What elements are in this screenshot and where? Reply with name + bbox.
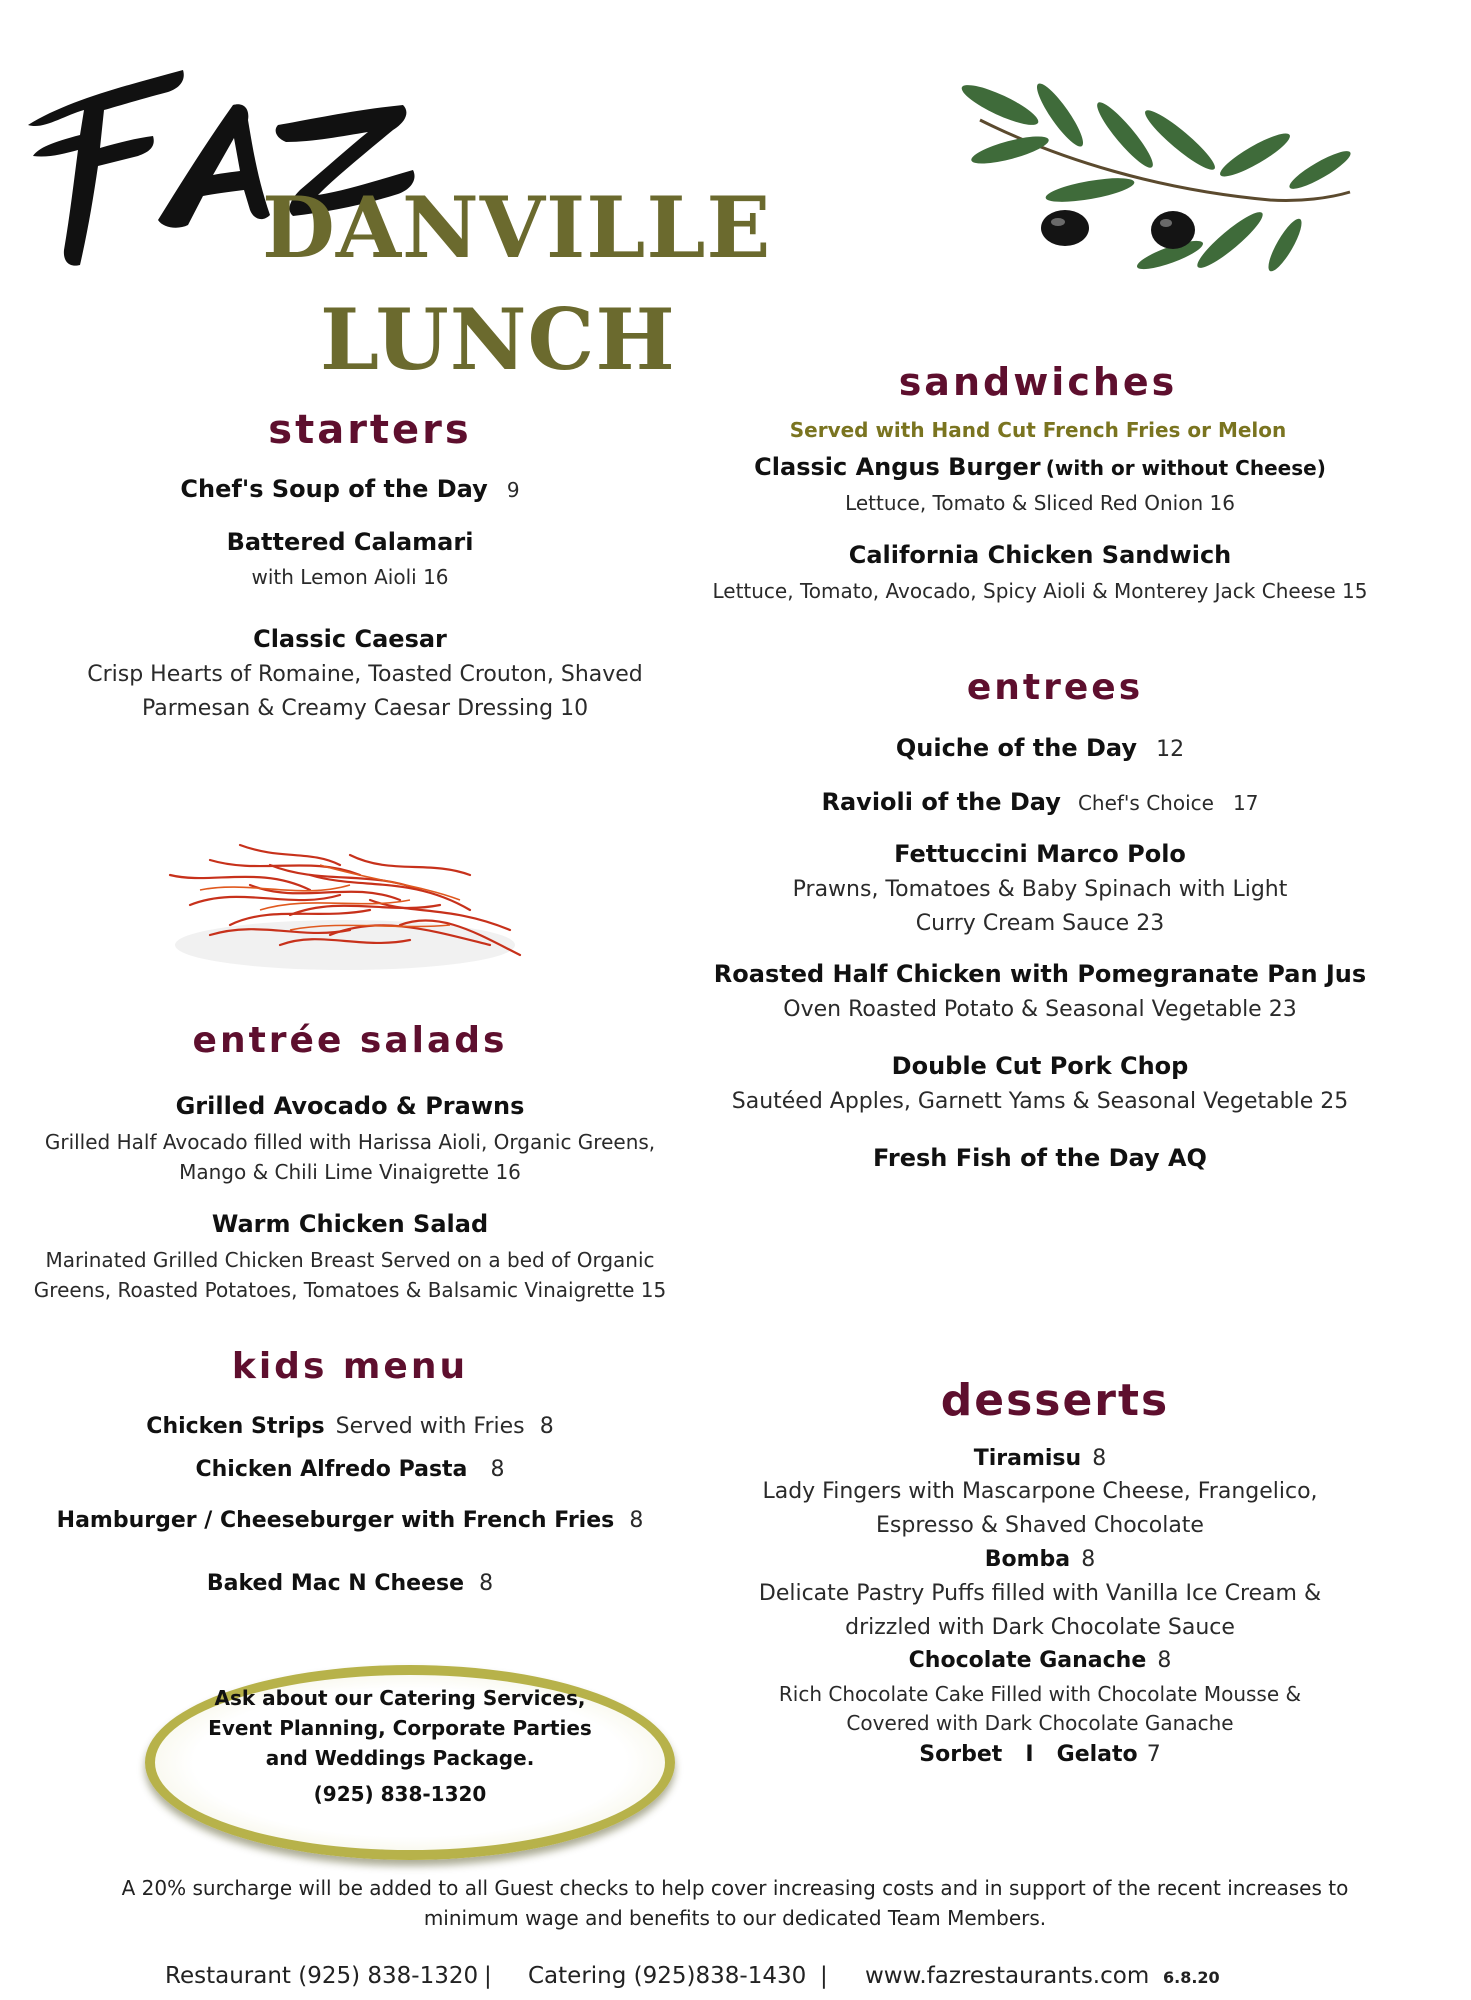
item-desc: Mango & Chili Lime Vinaigrette 16 <box>179 1160 521 1184</box>
item-note: (with or without Cheese) <box>1045 456 1326 480</box>
catering-text: Event Planning, Corporate Parties <box>208 1716 592 1740</box>
item-price: 7 <box>1146 1742 1161 1767</box>
menu-item <box>700 1742 1380 1767</box>
menu-item <box>700 1648 1380 1673</box>
item-desc: Delicate Pastry Puffs filled with Vanilla Ice Cream & <box>758 1581 1322 1606</box>
item-name: Classic Caesar <box>253 625 447 653</box>
catering-text: Ask about our Catering Services, <box>214 1686 586 1710</box>
item-desc: Prawns, Tomatoes & Baby Spinach with Light <box>792 877 1288 902</box>
item-desc: Covered with Dark Chocolate Ganache <box>846 1711 1234 1735</box>
website-link[interactable]: www.fazrestaurants.com <box>865 1963 1150 1989</box>
item-desc: Crisp Hearts of Romaine, Toasted Crouton, Shaved <box>87 662 643 687</box>
item-name: Grilled Avocado & Prawns <box>175 1092 525 1120</box>
menu-item <box>700 453 1380 481</box>
item-price: 8 <box>629 1508 644 1533</box>
kids-menu-heading: kids menu <box>231 1346 469 1387</box>
item-price: 8 <box>1157 1648 1172 1673</box>
item-name: Roasted Half Chicken with Pomegranate Pan Jus <box>713 960 1367 988</box>
item-desc: Grilled Half Avocado filled with Harissa Aioli, Organic Greens, <box>44 1130 656 1154</box>
menu-item <box>700 788 1380 816</box>
item-desc: Espresso & Shaved Chocolate <box>876 1513 1204 1538</box>
item-name: Bomba <box>984 1547 1071 1572</box>
footer-separator: | <box>820 1963 828 1989</box>
item-desc: Marinated Grilled Chicken Breast Served on a bed of Organic <box>45 1248 655 1272</box>
entree-salads-heading: entrée salads <box>192 1020 508 1061</box>
item-desc: Rich Chocolate Cake Filled with Chocolate Mousse & <box>778 1682 1302 1706</box>
catering-text: and Weddings Package. <box>265 1746 535 1770</box>
item-name: Battered Calamari <box>226 528 474 556</box>
item-desc: Lettuce, Tomato, Avocado, Spicy Aioli & Monterey Jack Cheese 15 <box>712 579 1368 603</box>
menu-item <box>40 1508 660 1533</box>
item-name: Chicken Alfredo Pasta <box>195 1457 468 1482</box>
item-desc: with Lemon Aioli 16 <box>251 565 449 589</box>
menu-item <box>700 734 1380 762</box>
item-name: Fresh Fish of the Day AQ <box>873 1144 1207 1172</box>
item-price: 12 <box>1156 737 1185 762</box>
item-desc: Parmesan & Creamy Caesar Dressing 10 <box>141 696 589 721</box>
catering-phone-footer: Catering (925)838-1430 <box>528 1963 807 1989</box>
menu-item <box>150 475 550 503</box>
menu-item <box>700 1446 1380 1471</box>
item-separator: I <box>1025 1742 1034 1767</box>
item-name: Quiche of the Day <box>895 734 1138 762</box>
item-name: Gelato <box>1056 1742 1138 1767</box>
menu-item <box>40 1414 660 1439</box>
item-name: Chocolate Ganache <box>908 1648 1147 1673</box>
item-desc: drizzled with Dark Chocolate Sauce <box>845 1615 1235 1640</box>
menu-item <box>40 1457 660 1482</box>
title-danville: DANVILLE <box>262 178 772 277</box>
item-name: California Chicken Sandwich <box>848 541 1232 569</box>
item-desc: Lady Fingers with Mascarpone Cheese, Frangelico, <box>762 1479 1318 1504</box>
item-desc: Lettuce, Tomato & Sliced Red Onion 16 <box>845 491 1235 515</box>
menu-item <box>40 1571 660 1596</box>
footer-separator: | <box>484 1963 492 1989</box>
item-price: 17 <box>1233 791 1259 815</box>
item-name: Tiramisu <box>973 1446 1082 1471</box>
item-name: Baked Mac N Cheese <box>206 1571 465 1596</box>
menu-item <box>700 1547 1380 1572</box>
item-name: Sorbet <box>919 1742 1003 1767</box>
item-name: Ravioli of the Day <box>821 788 1061 816</box>
item-desc: Curry Cream Sauce 23 <box>915 911 1165 936</box>
item-name: Chef's Soup of the Day <box>180 475 488 503</box>
sandwiches-subtitle: Served with Hand Cut French Fries or Melon <box>789 418 1287 442</box>
item-name: Warm Chicken Salad <box>211 1210 489 1238</box>
item-name: Fettuccini Marco Polo <box>894 840 1186 868</box>
item-price: 8 <box>539 1414 554 1439</box>
item-price: 9 <box>506 478 520 502</box>
saffron-image <box>150 815 540 995</box>
surcharge-note: minimum wage and benefits to our dedicated Team Members. <box>423 1906 1047 1930</box>
surcharge-note: A 20% surcharge will be added to all Guest checks to help cover increasing costs and in support of the recent increases to <box>121 1876 1349 1900</box>
starters-heading: starters <box>268 407 472 453</box>
item-name: Double Cut Pork Chop <box>891 1052 1189 1080</box>
item-desc: Oven Roasted Potato & Seasonal Vegetable 23 <box>783 997 1297 1022</box>
item-desc: Served with Fries <box>335 1414 525 1439</box>
menu-date: 6.8.20 <box>1163 1968 1220 1987</box>
sandwiches-heading: sandwiches <box>898 360 1178 404</box>
item-price: 8 <box>479 1571 494 1596</box>
title-lunch: LUNCH <box>320 290 676 389</box>
item-name: Hamburger / Cheeseburger with French Fries <box>56 1508 615 1533</box>
item-price: 8 <box>1092 1446 1107 1471</box>
restaurant-phone: Restaurant (925) 838-1320 <box>165 1963 479 1989</box>
desserts-heading: desserts <box>940 1375 1170 1426</box>
item-name: Chicken Strips <box>146 1414 325 1439</box>
item-desc: Sautéed Apples, Garnett Yams & Seasonal Vegetable 25 <box>731 1089 1349 1114</box>
item-name: Classic Angus Burger <box>754 453 1041 481</box>
item-price: 8 <box>1081 1547 1096 1572</box>
item-desc: Greens, Roasted Potatoes, Tomatoes & Balsamic Vinaigrette 15 <box>33 1278 667 1302</box>
entrees-heading: entrees <box>966 667 1144 708</box>
olive-branch-image <box>940 80 1370 310</box>
item-price: 8 <box>490 1457 505 1482</box>
catering-phone: (925) 838-1320 <box>313 1782 487 1806</box>
item-desc: Chef's Choice <box>1077 791 1214 815</box>
